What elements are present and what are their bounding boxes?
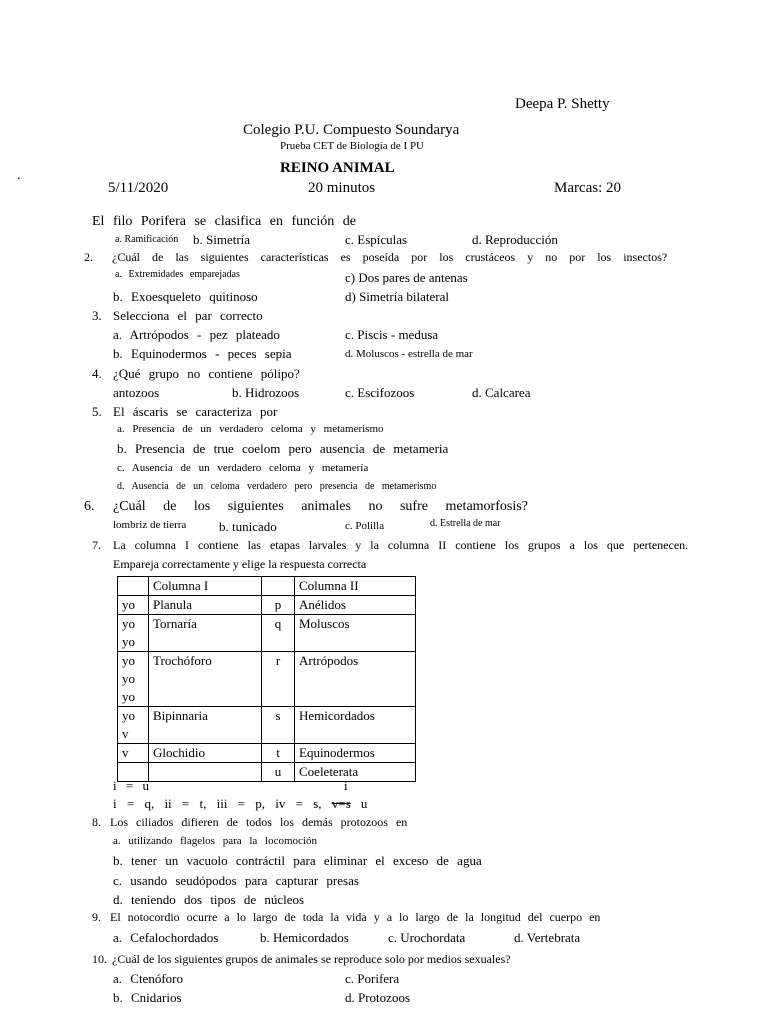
q1-stem: El filo Porifera se clasifica en función de	[92, 214, 356, 229]
table-cell: t	[262, 744, 295, 763]
q6-stem: ¿Cuál de los siguientes animales no sufre metamorfosis?	[113, 499, 528, 514]
q7-number: 7.	[92, 538, 101, 552]
q5-option-d: d. Ausencia de un celoma verdadero pero presencia de metamerismo	[117, 481, 437, 492]
table-row	[118, 763, 416, 782]
q4-option-b: b. Hidrozoos	[232, 385, 300, 400]
q10-option-b: b. Cnidarios	[113, 990, 182, 1005]
q3-number: 3.	[92, 308, 102, 323]
q5-number: 5.	[92, 404, 102, 419]
table-cell: q	[262, 615, 295, 652]
q9-stem: El notocordio ocurre a lo largo de toda la vida y a lo largo de la longitud del cuerpo en	[110, 910, 601, 924]
test-duration: 20 minutos	[308, 180, 376, 196]
test-date: 5/11/2020	[108, 180, 169, 196]
table-header-cell: Columna I	[149, 577, 262, 596]
college-name: Colegio P.U. Compuesto Soundarya	[243, 122, 460, 138]
q6-option-d: d. Estrella de mar	[430, 518, 501, 529]
author-name: Deepa P. Shetty	[515, 96, 610, 112]
table-cell: Bipinnaria	[149, 707, 262, 744]
table-cell: yo	[118, 596, 149, 615]
q8-stem: Los ciliados difieren de todos los demás protozoos en	[110, 815, 408, 829]
table-cell	[149, 763, 262, 782]
q5-stem: El áscaris se caracteriza por	[113, 404, 278, 419]
table-cell: Hemicordados	[295, 707, 416, 744]
q2-option-a: a. Extremidades emparejadas	[115, 269, 240, 280]
q1-option-c: c. Espículas	[345, 232, 408, 247]
q6-option-a: lombriz de tierra	[113, 519, 187, 531]
table-row	[118, 652, 416, 707]
q3-option-a: a. Artrópodos - pez plateado	[113, 327, 280, 342]
table-cell: yo yo	[118, 615, 149, 652]
table-cell: r	[262, 652, 295, 707]
q7-answer-line-1-right: i	[344, 778, 348, 793]
table-cell: Planula	[149, 596, 262, 615]
q9-option-d: d. Vertebrata	[514, 930, 581, 945]
q7-stem: La columna I contiene las etapas larvales y la columna II contiene los grupos a los que pertenecen.	[113, 538, 689, 552]
q1-option-b: b. Simetría	[193, 232, 251, 247]
table-header-row	[118, 577, 416, 596]
q7-answer-end: u	[360, 796, 368, 811]
q2-number: 2.	[84, 250, 93, 264]
q10-option-d: d. Protozoos	[345, 990, 410, 1005]
q5-option-a: a. Presencia de un verdadero celoma y metamerismo	[117, 423, 384, 435]
table-row	[118, 596, 416, 615]
q7-answer-line-2	[113, 796, 367, 812]
q8-number: 8.	[92, 815, 101, 829]
q5-option-c: c. Ausencia de un verdadero celoma y metamería	[117, 462, 369, 474]
table-header-cell: Columna II	[295, 577, 416, 596]
q3-option-d: d. Moluscos - estrella de mar	[345, 348, 473, 360]
q6-number: 6.	[84, 499, 95, 514]
q4-option-c: c. Escifozoos	[345, 385, 415, 400]
test-subtitle: Prueba CET de Biología de I PU	[280, 140, 424, 152]
q10-stem: ¿Cuál de los siguientes grupos de animales se reproduce solo por medios sexuales?	[112, 952, 511, 966]
q5-option-b: b. Presencia de true coelom pero ausencia de metameria	[117, 441, 449, 456]
table-cell: yo yo yo	[118, 652, 149, 707]
q7-answer-struck: v=s	[331, 796, 351, 811]
q10-number: 10.	[92, 952, 107, 966]
q2-option-b: b. Exoesqueleto quitinoso	[113, 289, 258, 304]
q7-answer-line-1: i = u	[113, 778, 149, 793]
q2-stem: ¿Cuál de las siguientes características es poseída por los crustáceos y no por los insectos?	[112, 250, 668, 264]
table-cell: Moluscos	[295, 615, 416, 652]
q3-stem: Selecciona el par correcto	[113, 308, 263, 323]
table-cell: Coeleterata	[295, 763, 416, 782]
table-header-cell	[262, 577, 295, 596]
test-marks: Marcas: 20	[554, 180, 622, 196]
q10-option-c: c. Porifera	[345, 971, 400, 986]
page-title: REINO ANIMAL	[280, 160, 395, 176]
q10-option-a: a. Ctenóforo	[113, 971, 183, 986]
table-cell: u	[262, 763, 295, 782]
table-cell: yo v	[118, 707, 149, 744]
table-cell: Trochóforo	[149, 652, 262, 707]
table-cell: Anélidos	[295, 596, 416, 615]
table-cell: Tornaría	[149, 615, 262, 652]
matching-table	[117, 576, 416, 782]
q2-option-c: c) Dos pares de antenas	[345, 270, 468, 285]
q9-option-c: c. Urochordata	[388, 930, 466, 945]
q8-option-d: d. teniendo dos tipos de núcleos	[113, 892, 305, 907]
q9-option-a: a. Cefalochordados	[113, 930, 219, 945]
q9-number: 9.	[92, 910, 101, 924]
q4-option-d: d. Calcarea	[472, 385, 531, 400]
q8-option-b: b. tener un vacuolo contráctil para eliminar el exceso de agua	[113, 853, 482, 868]
table-cell: p	[262, 596, 295, 615]
stray-dot: .	[17, 168, 21, 183]
q7-answer-text: i = q, ii = t, iii = p, iv = s,	[113, 796, 322, 811]
q6-option-b: b. tunicado	[219, 519, 277, 534]
table-cell: Equinodermos	[295, 744, 416, 763]
q8-option-c: c. usando seudópodos para capturar presas	[113, 873, 359, 888]
q3-option-b: b. Equinodermos - peces sepia	[113, 346, 292, 361]
q4-option-a: antozoos	[113, 385, 160, 400]
table-cell: Glochidio	[149, 744, 262, 763]
table-cell: v	[118, 744, 149, 763]
q6-option-c: c. Polilla	[345, 520, 385, 532]
q7-stem-2: Empareja correctamente y elige la respuesta correcta	[113, 557, 367, 571]
table-row	[118, 707, 416, 744]
table-cell: s	[262, 707, 295, 744]
q4-number: 4.	[92, 366, 102, 381]
table-row	[118, 744, 416, 763]
q4-stem: ¿Qué grupo no contiene pólipo?	[113, 366, 300, 381]
q9-option-b: b. Hemicordados	[260, 930, 349, 945]
table-cell: Artrópodos	[295, 652, 416, 707]
q2-option-d: d) Simetría bilateral	[345, 289, 449, 304]
table-row	[118, 615, 416, 652]
q1-option-a: a. Ramificación	[115, 234, 179, 245]
q3-option-c: c. Piscis - medusa	[345, 327, 439, 342]
table-header-cell	[118, 577, 149, 596]
q1-option-d: d. Reproducción	[472, 232, 558, 247]
q8-option-a: a. utilizando flagelos para la locomoción	[113, 835, 317, 847]
